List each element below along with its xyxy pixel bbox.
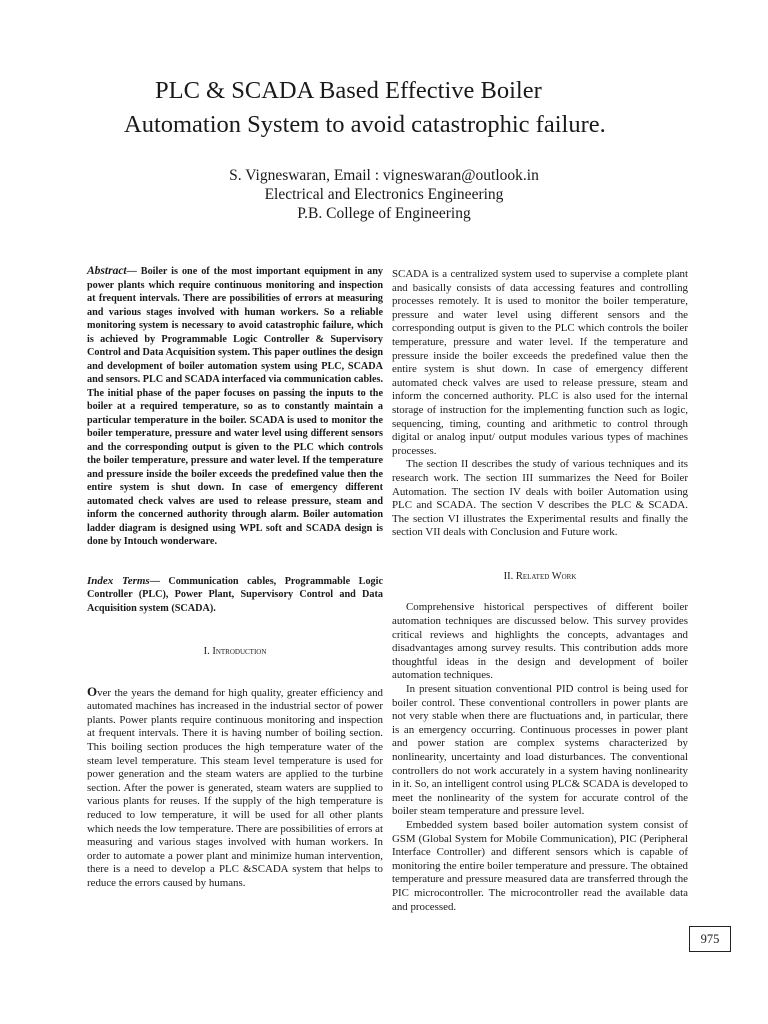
abstract xyxy=(87,265,383,549)
paper-title xyxy=(0,74,768,142)
sections-overview-paragraph: The section II describes the study of various techniques and its research work. The section III summarizes the Need for Boiler Automation. The section IV deals with boiler Automation using PLC and SCADA. The section V describes the PLC & SCADA. The section VI illustrates the Experimental results and finally the section VII deals with Conclusion and Future work. xyxy=(392,458,688,539)
index-terms xyxy=(87,575,383,616)
abstract-text: Boiler is one of the most important equipment in any power plants which require continuous monitoring and inspection at frequent intervals. There are possibilities of errors at measuring and various stages involved with human workers. So a reliable monitoring system is necessary to avoid catastrophic failure, which is achieved by Programmable Logic Controller & Supervisory Control and Data Acquisition system. This paper outlines the design and development of boiler automation system using PLC, SCADA and sensors. PLC and SCADA interfaced via communication cables. The initial phase of the paper focuses on passing the inputs to the boiler at a required temperature, so as to constantly maintain a particular temperature in the boiler. SCADA is used to monitor the boiler temperature, pressure and water level using different sensors and the corresponding output is given to the PLC which controls the boiler temperature, pressure and water level. If the temperature and pressure inside the boiler exceeds the predefined value then the entire system is shut down. In case of emergency different automated check valves are used to release pressure, steam and inform the concerned authority through alarm. Boiler automation ladder diagram is designed using WPL soft and SCADA design is done by Intouch wonderware. xyxy=(87,266,384,547)
introduction-paragraph xyxy=(87,685,383,891)
paper-title-line-1: PLC & SCADA Based Effective Boiler xyxy=(155,77,542,104)
paper-title-line-2: Automation System to avoid catastrophic failure. xyxy=(124,111,606,138)
introduction-text: ver the years the demand for high quality, greater efficiency and automated machines has increased in the industrial sector of power plants. Power plants require continuous monitoring and inspection at frequent intervals. There it is having number of boiling section. This boiling section produces the high temperature water of the steam level temperature. This steam level temperature is used for power generation and the steam waters are applied to the turbine section. After the power is generated, steam waters are supplied to various plants for reuses. If the supply of the high temperature is reduced to low temperature, it will be used for all other plants which needs the low temperature. There are possibilities of errors at measuring and various stages involved with human workers. In order to automate a power plant and minimize human intervention, there is a need to develop a PLC &SCADA system that helps to reduce the errors caused by humans. xyxy=(87,686,383,889)
author-college: P.B. College of Engineering xyxy=(297,205,471,222)
section-heading-related-work xyxy=(392,570,688,584)
scada-paragraph: SCADA is a centralized system used to supervise a complete plant and basically consists of data accessing features and controlling processes remotely. It is used to monitor the boiler temperature, pressure and water level using different sensors and the corresponding output is given to the PLC which controls the boiler temperature, pressure and water level. If the temperature and pressure inside the boiler exceeds the predefined value then the entire system is shut down. In case of emergency different automated check valves are used to release pressure, steam and inform the concerned authority. PLC is also used for the internal storage of instruction for the implementing function such as logic, sequencing, timing, counting and arithmetic to control through digital or analog input/ output modules various types of machines processes. xyxy=(392,268,688,457)
author-block xyxy=(0,166,768,223)
index-terms-dash: — xyxy=(149,575,169,587)
drop-cap: O xyxy=(87,683,98,699)
page-number: 975 xyxy=(689,926,731,952)
index-terms-label: Index Terms xyxy=(87,574,150,587)
right-column xyxy=(392,268,688,914)
abstract-dash: — xyxy=(126,266,141,277)
section-heading-introduction xyxy=(87,645,383,659)
section-number: II. xyxy=(503,570,514,582)
author-name-email: S. Vigneswaran, Email : vigneswaran@outlook.in xyxy=(229,167,539,184)
section-title: Related Work xyxy=(515,570,577,582)
author-department: Electrical and Electronics Engineering xyxy=(264,186,504,203)
section-number: I. xyxy=(203,646,210,657)
left-column xyxy=(87,265,383,891)
section-title: Introduction xyxy=(212,646,267,657)
abstract-label: Abstract xyxy=(87,265,127,277)
related-work-paragraph-2: In present situation conventional PID control is being used for boiler control. These conventional controllers in power plants are not very stable when there are fluctuations and, in particular, there is an emergency occurring. Continuous processes in power plant and power station are complex systems characterized by nonlinearity, uncertainty and load disturbances. The conventional controllers do not work accurately in a system having nonlinearity in it. So, an intelligent control using PLC& SCADA is developed to meet the nonlinearity of the system for accurate control of the boiler steam temperature and pressure level. xyxy=(392,683,688,818)
index-terms-text: Communication cables, Programmable Logic Controller (PLC), Power Plant, Supervisory Control and Data Acquisition system (SCADA). xyxy=(87,575,383,614)
related-work-paragraph-1: Comprehensive historical perspectives of different boiler automation techniques are discussed below. This survey provides critical reviews and highlights the concepts, advantages and disadvantages among survey results. This contribution adds more thoughtful ideas in the design and development of boiler automation techniques. xyxy=(392,601,688,682)
related-work-paragraph-3: Embedded system based boiler automation system consist of GSM (Global System for Mobile Communication), PIC (Peripheral Interface Controller) and different sensors which is capable of monitoring the entire boiler temperature and pressure. The obtained temperature and pressure measured data are transferred through the PIC microcontroller. The microcontroller read the available data and processed. xyxy=(392,818,688,913)
